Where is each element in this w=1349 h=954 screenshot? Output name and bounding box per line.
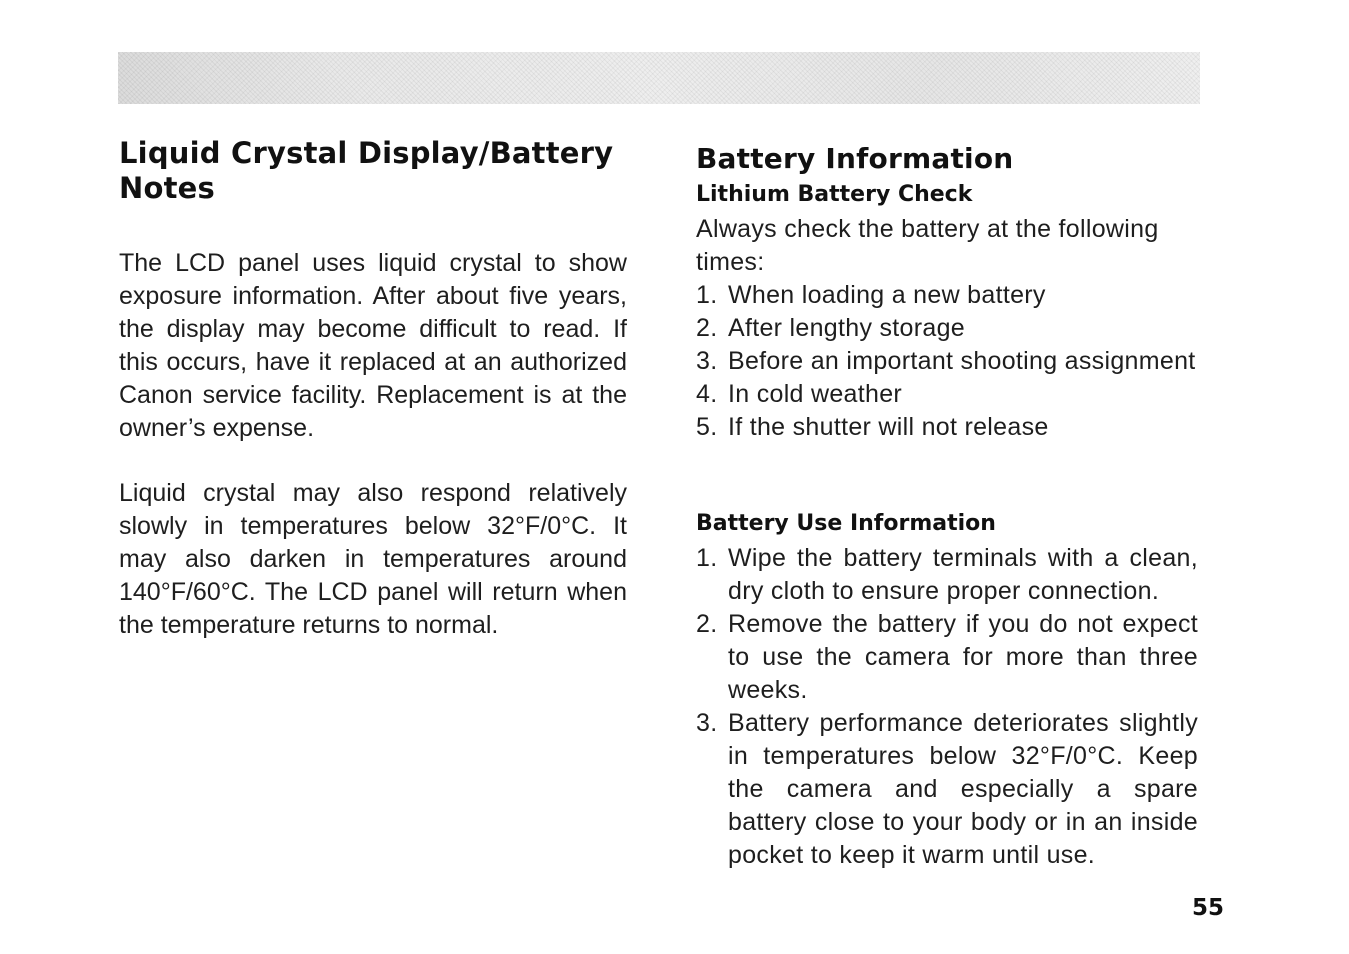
list-item (696, 707, 1198, 872)
battery-information-title: Battery Information (696, 142, 1014, 175)
list-item (696, 312, 1198, 345)
list-item-text: When loading a new battery (728, 281, 1046, 309)
list-item-text: In cold weather (728, 380, 903, 408)
battery-use-information-heading: Battery Use Information (696, 511, 996, 536)
list-item-number: 2. (696, 610, 718, 638)
list-item-text: Battery performance deteriorates slightly in temperatures below 32°F/0°C. Keep the camera and especially a spare battery close to your body or in an inside pocket to keep it warm until use. (728, 709, 1198, 869)
header-band (118, 52, 1200, 104)
lcd-battery-notes-title: Liquid Crystal Display/Battery Notes (119, 136, 614, 205)
list-item-text: Wipe the battery terminals with a clean, dry cloth to ensure proper connection. (728, 544, 1198, 605)
list-item (696, 411, 1198, 444)
list-item-text: Remove the battery if you do not expect to use the camera for more than three weeks. (728, 610, 1198, 704)
battery-check-intro: Always check the battery at the following times: (696, 215, 1159, 276)
list-item-text: If the shutter will not release (728, 413, 1049, 441)
list-item-number: 2. (696, 314, 718, 342)
list-item (696, 542, 1198, 608)
list-item-text: After lengthy storage (728, 314, 965, 342)
lcd-temperature-paragraph: Liquid crystal may also respond relatively slowly in temperatures below 32°F/0°C. It may also darken in temperatures around 140°F/60°C. The LCD panel will return when the temperature returns to normal. (119, 479, 627, 639)
battery-use-list (696, 542, 1198, 872)
lcd-lifespan-paragraph: The LCD panel uses liquid crystal to show exposure information. After about five years, the display may become difficult to read. If this occurs, have it replaced at an authorized Canon service facility. Replacement is at the owner’s expense. (119, 249, 627, 442)
list-item (696, 608, 1198, 707)
lithium-battery-check-heading: Lithium Battery Check (696, 182, 973, 207)
list-item (696, 345, 1198, 378)
list-item-number: 3. (696, 709, 718, 737)
battery-check-list (696, 279, 1198, 444)
list-item (696, 279, 1198, 312)
list-item-number: 1. (696, 544, 718, 572)
list-item (696, 378, 1198, 411)
list-item-number: 4. (696, 380, 718, 408)
list-item-number: 3. (696, 347, 718, 375)
page-number: 55 (1192, 895, 1225, 921)
list-item-number: 5. (696, 413, 718, 441)
list-item-number: 1. (696, 281, 718, 309)
list-item-text: Before an important shooting assignment (728, 347, 1196, 375)
